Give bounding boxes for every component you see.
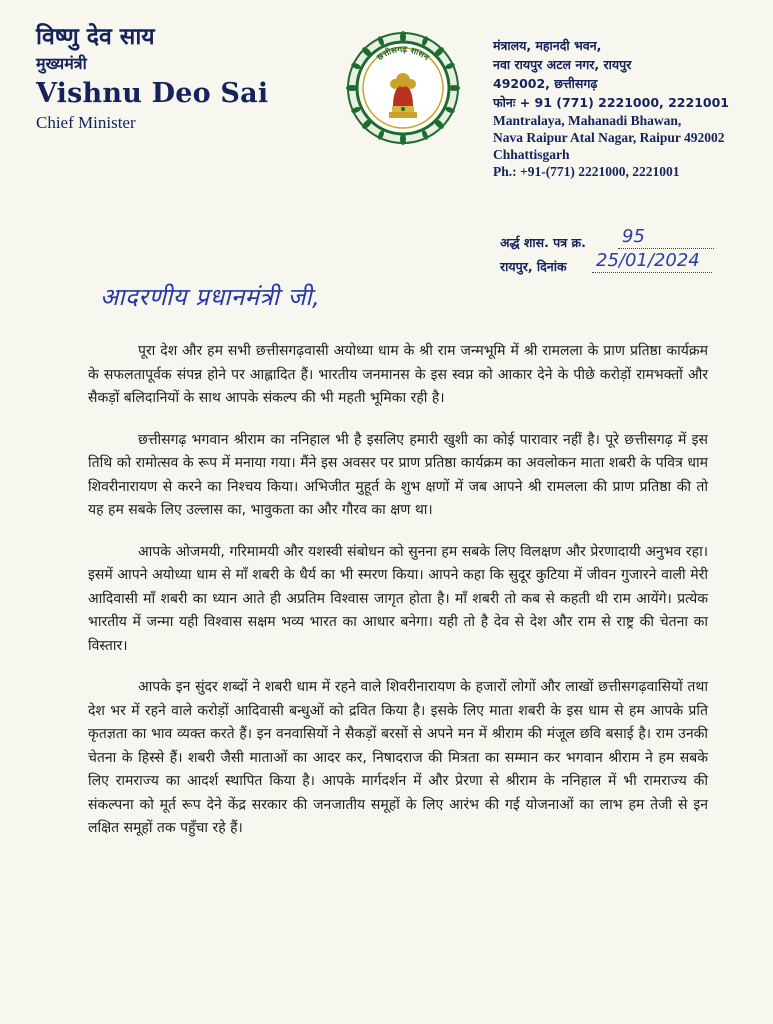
letter-number: 95	[622, 226, 645, 247]
address-hindi-line: 492002, छत्तीसगढ़	[493, 76, 598, 91]
letterhead-sender	[36, 22, 306, 134]
sender-name-english: Vishnu Deo Sai	[36, 78, 269, 109]
reference-block	[500, 228, 760, 276]
sender-title-hindi: मुख्यमंत्री	[36, 54, 87, 73]
address-english-line: Mantralaya, Mahanadi Bhawan,	[493, 113, 682, 128]
chhattisgarh-emblem-icon	[345, 30, 461, 146]
address-english-line: Nava Raipur Atal Nagar, Raipur 492002	[493, 130, 725, 145]
date-row	[500, 252, 760, 276]
letter-number-dots	[618, 248, 714, 249]
sender-name-hindi: विष्णु देव साय	[36, 24, 155, 50]
phone-hindi: फोनः + 91 (771) 2221000, 2221001	[493, 95, 729, 110]
sender-title-english: Chief Minister	[36, 113, 136, 132]
body-paragraph: पूरा देश और हम सभी छत्तीसगढ़वासी अयोध्या धाम के श्री राम जन्मभूमि में श्री रामलला के प्राण प्रतिष्ठा कार्यक्रम के सफलतापूर्वक संपन्न होने पर आह्लादित हैं। भारतीय जनमानस के इस स्वप्न को आकार देने के पीछे करोड़ों रामभक्तों और सैकड़ों बलिदानियों के साथ आपके संकल्प की भी महती भूमिका रही है।	[88, 343, 708, 406]
letter-date: 25/01/2024	[596, 250, 700, 271]
body-paragraph: छत्तीसगढ़ भगवान श्रीराम का ननिहाल भी है इसलिए हमारी खुशी का कोई पारावार नहीं है। पूरे छत्तीसगढ़ में इस तिथि को रामोत्सव के रूप में मनाया गया। मैंने इस अवसर पर प्राण प्रतिष्ठा कार्यक्रम का अवलोकन माता शबरी के पवित्र धाम शिवरीनारायण से करने का निश्चय किया। अभिजीत मुहूर्त के शुभ क्षणों में जब आपने श्री रामलला की प्राण प्रतिष्ठा की तो यह हम सबके लिए उल्लास का, भावुकता का और गौरव का क्षण था।	[88, 431, 708, 518]
address-hindi-line: नवा रायपुर अटल नगर, रायपुर	[493, 57, 632, 72]
date-label: रायपुर, दिनांक	[500, 259, 567, 274]
address-english-line: Chhattisgarh	[493, 147, 570, 162]
letterhead-address	[493, 36, 768, 180]
emblem-text: छत्तीसगढ़ शासन	[375, 44, 431, 63]
letter-number-row	[500, 228, 760, 252]
body-paragraph: आपके इन सुंदर शब्दों ने शबरी धाम में रहने वाले शिवरीनारायण के हजारों लोगों और लाखों छत्तीसगढ़वासियों तथा देश भर में रहने वाले करोड़ों आदिवासी बन्धुओं को द्रवित किया है। इसके लिए माता शबरी के इस धाम से हम आपके प्रति कृतज्ञता का भाव व्यक्त करते हैं। इन वनवासियों ने सैकड़ों बरसों से अपने मन में श्रीराम की मंजूल छवि बसाई है। राम उनकी चेतना के हिस्से हैं। शबरी जैसी माताओं का आदर कर, निषादराज की मित्रता का सम्मान कर भगवान श्रीराम ने हम सबके लिए रामराज्य का आदर्श स्थापित किया है। आपके मार्गदर्शन में और प्रेरणा से श्रीराम के ननिहाल में भी रामराज्य की संकल्पना को मूर्त रूप देने केंद्र सरकार की जनजातीय समूहों के लिए आरंभ की गई योजनाओं का लाभ हम तेजी से इन लक्षित समूहों तक पहुँचा रहे हैं।	[88, 679, 708, 836]
salutation: आदरणीय प्रधानमंत्री जी,	[100, 283, 321, 311]
phone-english: Ph.: +91-(771) 2221000, 2221001	[493, 164, 680, 179]
letter-number-label: अर्द्ध शास. पत्र क्र.	[500, 235, 586, 250]
letter-body	[88, 340, 708, 859]
address-hindi-line: मंत्रालय, महानदी भवन,	[493, 38, 602, 53]
date-dots	[592, 272, 712, 273]
body-paragraph: आपके ओजमयी, गरिमामयी और यशस्वी संबोधन को सुनना हम सबके लिए विलक्षण और प्रेरणादायी अनुभव रहा। इसमें आपने अयोध्या धाम से माँ शबरी के धैर्य का भी स्मरण किया। आपने कहा कि सुदूर कुटिया में जीवन गुजारने वाली मेरी आदिवासी माँ शबरी का ध्यान आते ही अप्रतिम विश्वास जागृत होता है। माँ शबरी तो कब से कहती थी राम आयेंगे। प्रत्येक भारतीय में जन्मा यही विश्वास सक्षम भव्य भारत का आधार बनेगा। यही तो है देव से देश और राम से राष्ट्र की चेतना का विस्तार।	[88, 543, 708, 654]
